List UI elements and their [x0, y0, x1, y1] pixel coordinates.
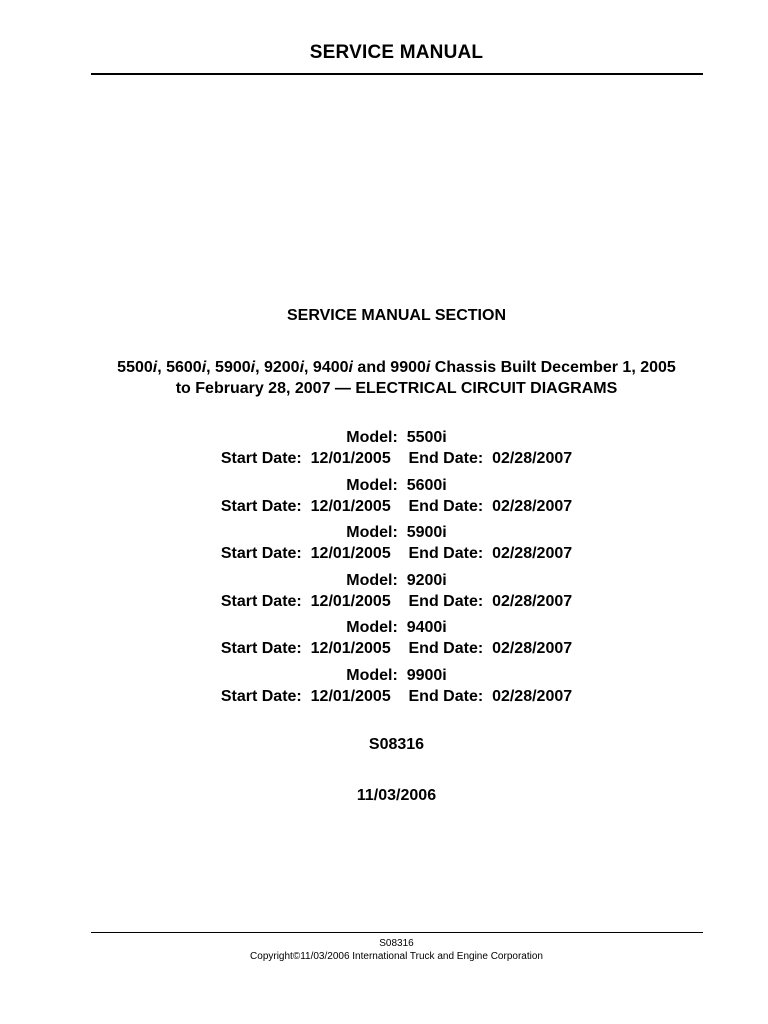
model-line: Model: 9900i [346, 666, 447, 684]
model-line: Model: 5600i [346, 476, 447, 494]
subject-line-1-part: i [348, 359, 353, 376]
footer-divider [91, 932, 703, 933]
footer-document-number: S08316 [379, 938, 414, 949]
subject-line-1 [0, 357, 768, 378]
model-entry [0, 617, 768, 665]
subject-line-1-part: i [299, 359, 305, 376]
model-line: Model: 9200i [346, 571, 447, 589]
footer-copyright: Copyright©11/03/2006 International Truck and Engine Corporation [250, 951, 543, 962]
header-divider [91, 73, 703, 75]
subject-line-1-part: i [250, 359, 256, 376]
section-subject [0, 357, 768, 399]
subject-line-1-part: i [152, 359, 158, 376]
model-dates: Start Date: 12/01/2005 End Date: 02/28/2007 [220, 450, 573, 467]
model-entry [0, 475, 768, 523]
subject-line-1-part: Chassis Built December 1, 2005 [430, 359, 676, 376]
model-entry [0, 570, 768, 618]
model-dates: Start Date: 12/01/2005 End Date: 02/28/2007 [220, 592, 573, 610]
subject-line-1-part: 5500 [117, 359, 153, 376]
subject-line-1-part: and 9900 [352, 359, 426, 376]
model-entry [0, 427, 768, 475]
model-dates: Start Date: 12/01/2005 End Date: 02/28/2007 [220, 545, 573, 563]
subject-line-1-part: , 5900 [206, 359, 251, 376]
subject-line-1-part: , 9200 [255, 359, 300, 376]
page-title: SERVICE MANUAL [309, 42, 484, 63]
model-dates: Start Date: 12/01/2005 End Date: 02/28/2007 [220, 640, 573, 658]
document-number: S08316 [368, 736, 425, 753]
model-dates: Start Date: 12/01/2005 End Date: 02/28/2007 [220, 497, 573, 515]
subject-line-1-part: i [425, 359, 431, 376]
document-date: 11/03/2006 [356, 787, 437, 804]
model-dates: Start Date: 12/01/2005 End Date: 02/28/2007 [220, 687, 573, 705]
model-entry [0, 522, 768, 570]
subject-line-1-part: , 5600 [157, 359, 202, 376]
model-line: Model: 9400i [346, 619, 447, 637]
model-list [0, 427, 768, 713]
subject-line-1-part: , 9400 [304, 359, 349, 376]
model-entry [0, 665, 768, 713]
section-title: SERVICE MANUAL SECTION [287, 307, 506, 324]
subject-line-1-part: i [201, 359, 207, 376]
model-line: Model: 5500i [346, 429, 447, 446]
model-line: Model: 5900i [346, 524, 447, 542]
subject-line-2: to February 28, 2007 — ELECTRICAL CIRCUIT DIAGRAMS [175, 380, 618, 397]
